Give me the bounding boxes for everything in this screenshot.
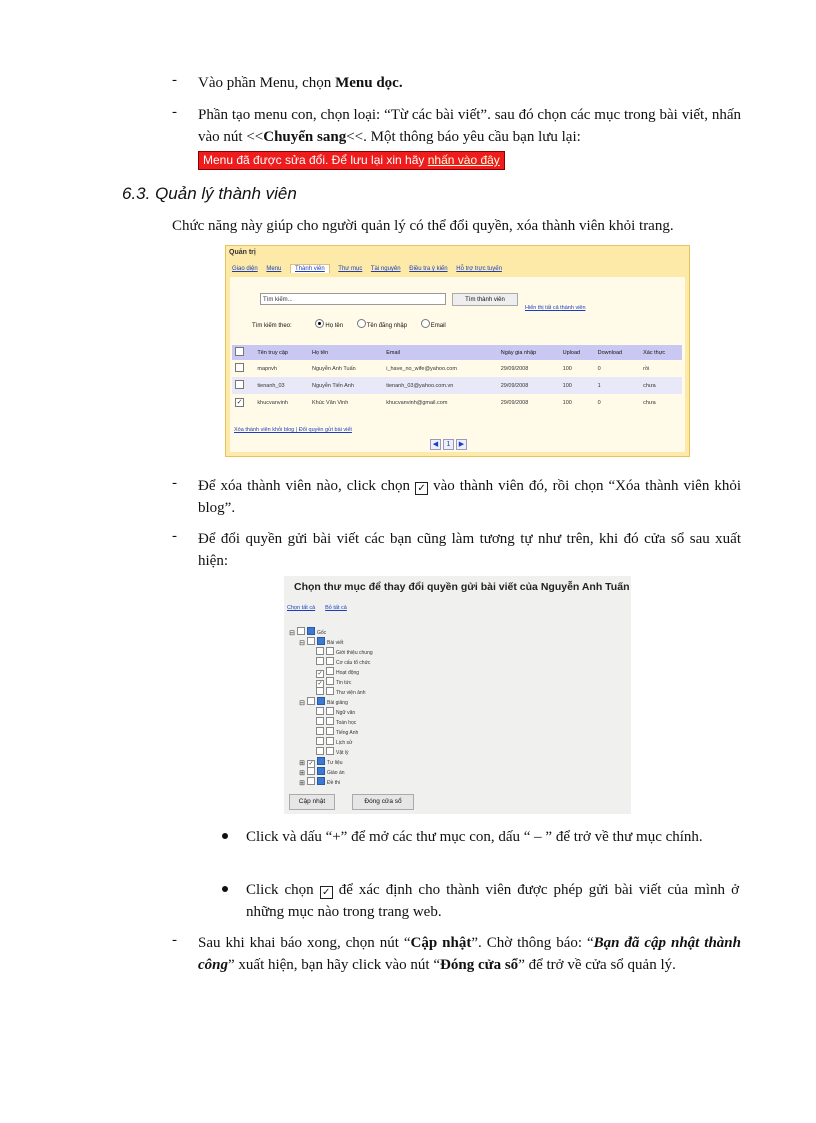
filter-option: Tên đăng nhập <box>366 323 408 329</box>
cell: mapnvh <box>257 365 277 372</box>
folder-permission-screenshot <box>284 576 631 814</box>
intro-text: Chức năng này giúp cho người quản lý có thể đổi quyền, xóa thành viên khỏi trang. <box>172 218 674 234</box>
delete-instruction <box>198 475 741 519</box>
checkbox-icon[interactable] <box>235 380 244 389</box>
tree-node[interactable]: Cơ cấu tổ chức <box>316 657 370 665</box>
tab-giao-dien[interactable]: Giao diện <box>232 266 258 272</box>
folder-icon <box>317 777 325 785</box>
show-all-link[interactable]: Hiển thị tất cả thành viên <box>525 305 586 311</box>
folder-icon <box>317 767 325 775</box>
tree-node[interactable]: ✓ Tin tức <box>316 677 351 685</box>
step-text: để xác định cho thành viên được phép gửi bài viết của mình ở những mục nào trong trang web. <box>246 882 740 920</box>
list-dash: - <box>172 528 177 544</box>
cell: 100 <box>562 365 572 372</box>
cell: 0 <box>597 399 601 406</box>
folder-icon <box>317 637 325 645</box>
members-table <box>232 345 682 411</box>
tab-thu-muc[interactable]: Thư mục <box>338 266 363 272</box>
permission-instruction: Để đổi quyền gửi bài viết các bạn cũng làm tương tự như trên, khi đó cửa sổ sau xuất hiện: <box>198 531 741 569</box>
cell: 0 <box>597 365 601 372</box>
pagination <box>430 439 469 450</box>
cell: 1 <box>595 377 640 394</box>
admin-tabs <box>232 266 509 272</box>
cell: khucvanvinh@gmail.com <box>386 399 448 406</box>
bullet-expand-info: Click và dấu “+” để mở các thư mục con, dấu “ – ” để trở về thư mục chính. <box>246 829 703 845</box>
checkbox-icon: ✓ <box>320 886 333 899</box>
tree-node[interactable]: Tiếng Anh <box>316 727 358 735</box>
radio-icon[interactable] <box>421 319 430 328</box>
step-submenu <box>198 104 741 171</box>
step-menu-doc <box>198 72 741 94</box>
notice-link[interactable]: nhấn vào đây <box>427 153 500 167</box>
step-text: <<. Một thông báo yêu cầu bạn lưu lại: <box>346 129 581 145</box>
select-all-link[interactable]: Chọn tất cả <box>287 605 316 611</box>
cell: khucvanvinh <box>257 399 288 406</box>
list-dash: - <box>172 104 177 120</box>
checkbox-icon: ✓ <box>415 482 428 495</box>
cell: 29/09/2008 <box>500 365 529 372</box>
radio-icon[interactable] <box>357 319 366 328</box>
tree-node[interactable]: Ngữ văn <box>316 707 355 715</box>
folder-icon <box>307 627 315 635</box>
tab-ho-tro[interactable]: Hỗ trợ trực tuyến <box>456 266 502 272</box>
saved-notice <box>198 151 505 170</box>
tree-node[interactable]: Vật lý <box>316 747 349 755</box>
member-action-links[interactable]: Xóa thành viên khỏi blog | Đổi quyền gửi bài viết <box>234 427 352 433</box>
deselect-all-link[interactable]: Bỏ tất cả <box>325 605 347 611</box>
tree-node[interactable]: Thư viện ảnh <box>316 687 365 695</box>
tab-menu[interactable]: Menu <box>266 266 282 272</box>
col-header: Ngày gia nhập <box>498 345 560 360</box>
step-text: vào thành viên đó, rồi chọn “Xóa thành viên khỏi blog”. <box>198 478 741 516</box>
checkbox-icon[interactable] <box>235 347 244 356</box>
admin-members-screenshot <box>225 245 690 457</box>
next-page-icon[interactable]: ▶ <box>456 439 467 450</box>
tree-select-links <box>287 605 357 611</box>
col-select[interactable] <box>232 345 254 360</box>
prev-page-icon[interactable]: ◀ <box>430 439 441 450</box>
cell: rồi <box>643 365 650 372</box>
search-input[interactable]: Tìm kiếm... <box>260 293 446 305</box>
tree-node[interactable]: Toán học <box>316 717 356 725</box>
tree-node[interactable]: ⊟ Bài giảng <box>299 697 348 705</box>
section-heading: 6.3. Quản lý thành viên <box>122 184 297 203</box>
cell: i_have_no_wife@yahoo.com <box>386 365 457 372</box>
search-filter <box>252 319 446 329</box>
checkbox-icon[interactable] <box>235 363 244 372</box>
tab-dieu-tra[interactable]: Điều tra ý kiến <box>409 266 448 272</box>
admin-title: Quản trị <box>229 249 256 256</box>
tab-thanh-vien[interactable]: Thành viên <box>290 264 330 273</box>
cell: 100 <box>562 399 572 406</box>
tree-node[interactable]: ⊞ ✓ Tư liệu <box>299 757 343 765</box>
folder-icon <box>317 697 325 705</box>
update-button[interactable]: Cập nhật <box>289 794 335 810</box>
folder-icon <box>317 757 325 765</box>
cell: chưa <box>643 399 656 406</box>
bullet-select-info <box>246 879 739 923</box>
list-dash: - <box>172 475 177 491</box>
list-dash: - <box>172 932 177 948</box>
table-row <box>232 377 682 394</box>
col-header: Download <box>595 345 640 360</box>
cell: Khúc Văn Vinh <box>311 399 349 406</box>
tree-node[interactable]: ⊞ Đề thi <box>299 777 340 785</box>
cell: 100 <box>560 377 595 394</box>
step-text: Để xóa thành viên nào, click chọn <box>198 478 416 494</box>
tree-node[interactable]: ✓ Hoạt động <box>316 667 359 675</box>
list-dash: - <box>172 72 177 88</box>
tree-title: Chọn thư mục để thay đổi quyền gửi bài viết của Nguyễn Anh Tuấn <box>294 581 630 593</box>
page-number[interactable]: 1 <box>443 439 454 450</box>
cell: chưa <box>640 377 682 394</box>
col-header: Họ tên <box>309 345 383 360</box>
step-bold: Menu dọc. <box>335 75 403 91</box>
step-text: Phần tạo menu con, chọn loại: “Từ các bài viết”. sau đó chọn các mục trong bài viết, nhấn vào nút << <box>198 107 741 145</box>
col-header: Upload <box>560 345 595 360</box>
tab-tai-nguyen[interactable]: Tài nguyên <box>370 266 401 272</box>
cell: 29/09/2008 <box>498 377 560 394</box>
tree-node[interactable]: ⊟ Bài viết <box>299 637 343 645</box>
tree-node[interactable]: Giới thiệu chung <box>316 647 373 655</box>
admin-panel <box>230 277 685 452</box>
checkbox-icon[interactable]: ✓ <box>236 399 243 406</box>
table-row <box>232 394 682 411</box>
filter-option: Email <box>430 323 446 329</box>
table-row <box>232 360 682 377</box>
notice-text: Menu đã được sửa đổi. Để lưu lại xin hãy <box>203 153 428 167</box>
bullet-icon <box>222 886 228 892</box>
step-text: Vào phần Menu, chọn <box>198 75 336 91</box>
col-header: Email <box>383 345 498 360</box>
close-window-button[interactable]: Đóng cửa sổ <box>352 794 414 810</box>
filter-option: Họ tên <box>325 323 344 329</box>
cell: Nguyễn Anh Tuấn <box>311 365 356 372</box>
col-header: Xác thực <box>640 345 682 360</box>
filter-label: Tìm kiếm theo: <box>252 323 292 329</box>
cell: 29/09/2008 <box>500 399 529 406</box>
cell: tienanh_03@yahoo.com.vn <box>383 377 498 394</box>
tree-node[interactable]: ⊟ Gốc <box>289 627 326 635</box>
bullet-icon <box>222 833 228 839</box>
tree-node[interactable]: Lịch sử <box>316 737 352 745</box>
final-instruction: Sau khi khai báo xong, chọn nút “Cập nhật”. Chờ thông báo: “Bạn đã cập nhật thành công” xuất hiện, bạn hãy click vào nút “Đóng cửa sổ” để trở về cửa sổ quản lý. <box>198 935 741 973</box>
cell: tienanh_03 <box>254 377 309 394</box>
step-bold: Chuyển sang <box>263 129 347 145</box>
radio-icon[interactable] <box>315 319 324 328</box>
cell: Nguyễn Tiến Anh <box>309 377 383 394</box>
search-button[interactable]: Tìm thành viên <box>452 293 518 306</box>
step-text: Click chọn <box>246 882 320 898</box>
col-header: Tên truy cập <box>254 345 309 360</box>
tree-node[interactable]: ⊞ Giáo án <box>299 767 345 775</box>
